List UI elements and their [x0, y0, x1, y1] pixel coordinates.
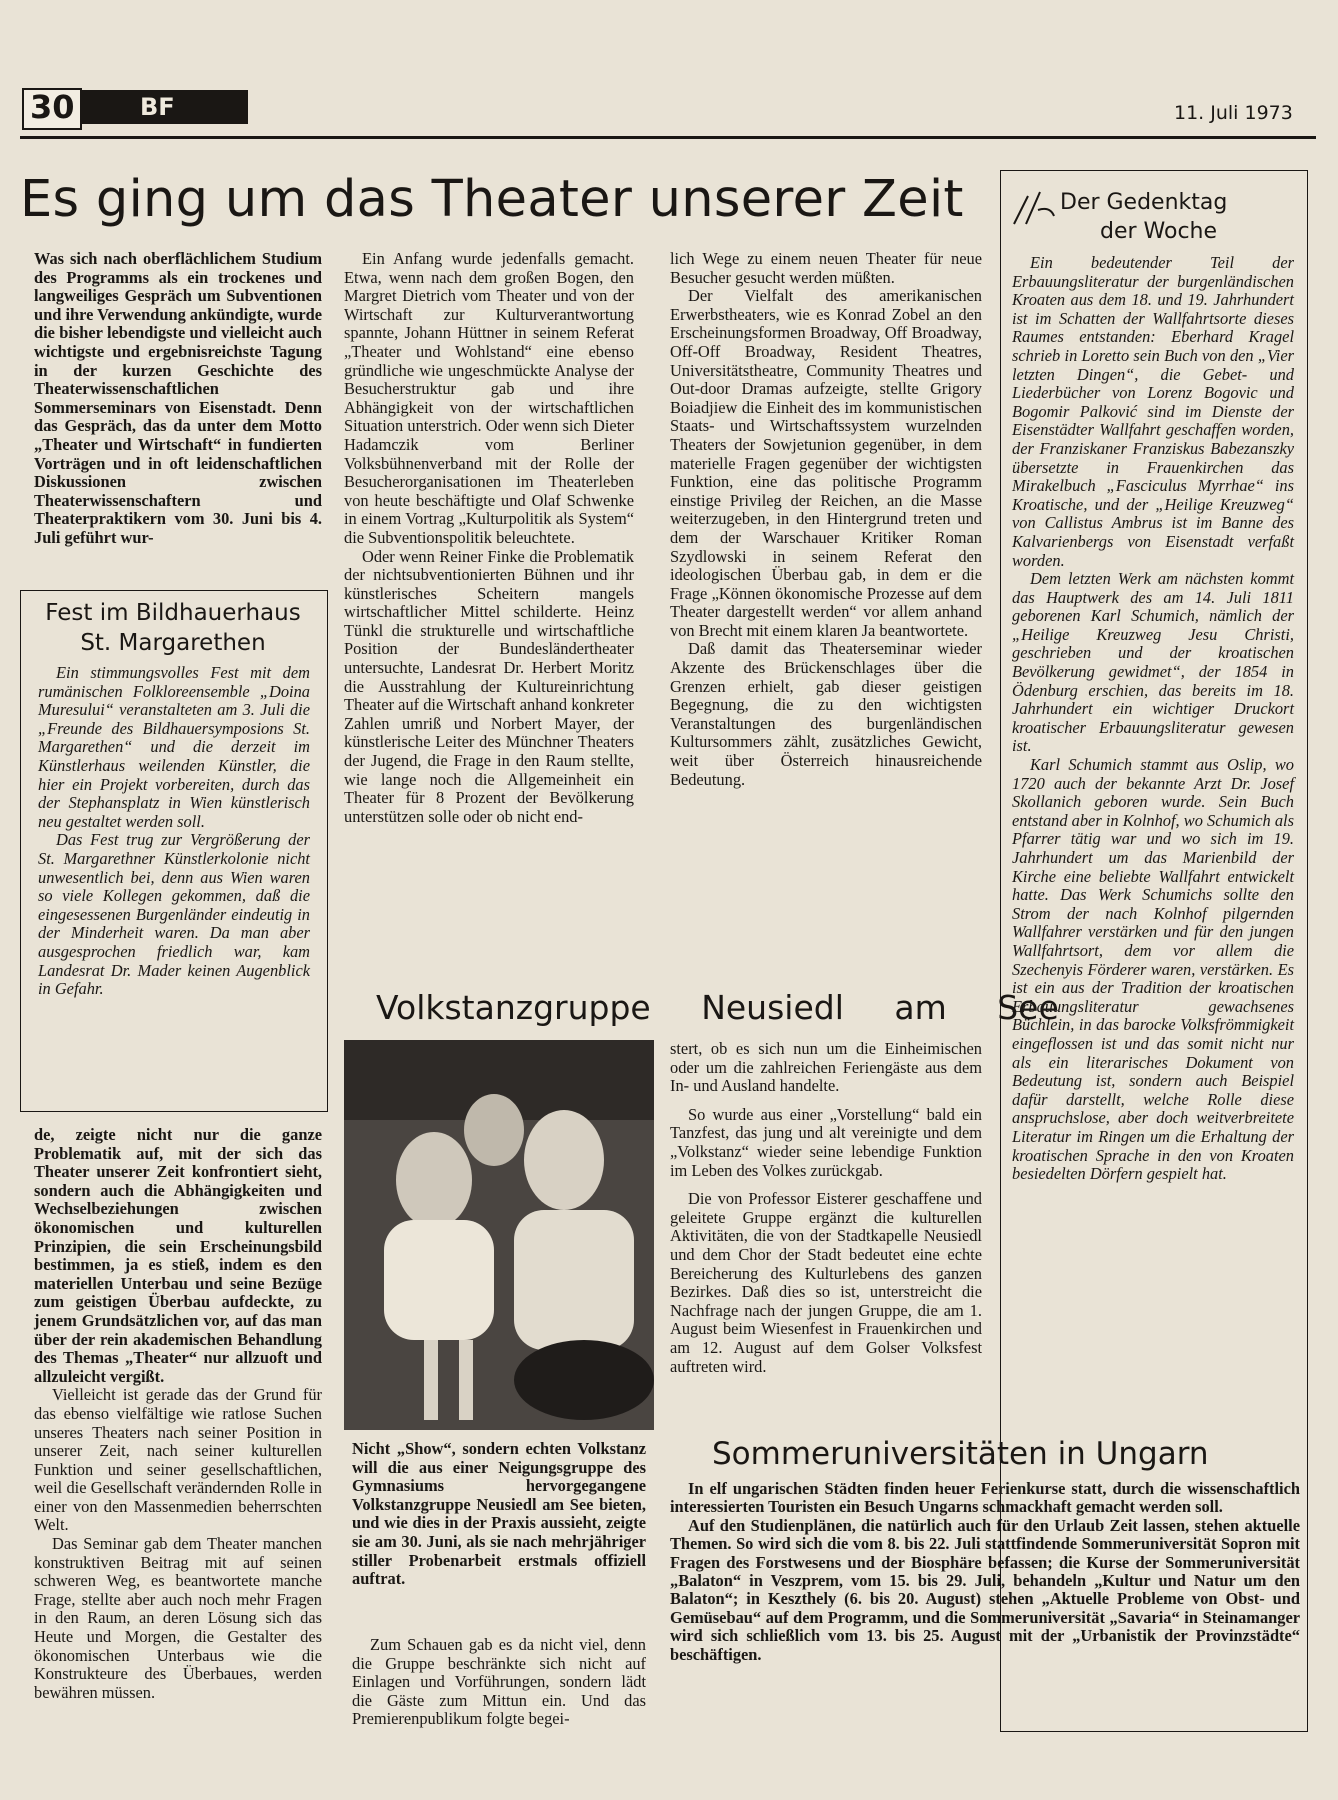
main-article-col2-p2: Oder wenn Reiner Finke die Problematik der nichtsubventionierten Bühnen und ihr künstlerisches Scheitern mangels wirtschaftlicher Mittel schilderte. Heinz Tünkl die strukturelle und wirtschaftliche Position der Bundesländertheater untersuchte, Landesrat Dr. Herbert Moritz die Ausstrahlung der Kultureinrichtung Theater auf die Wirtschaft anhand konkreter Zahlen umriß und Norbert Mayer, der künstlerische Leiter des Münchner Theaters der Jugend, die Frage in den Raum stellte, wie lange noch die Allgemeinheit ein Theater für 8 Prozent der Bevölkerung unterstützen solle oder ob nicht end- [344, 546, 634, 826]
sommer-p1: In elf ungarischen Städten finden heuer Ferienkurse statt, durch die wissenschaftlich interessierten Touristen ein Besuch Ungarns schmackhaft gemacht werden soll. [670, 1479, 1300, 1517]
volkstanz-left [352, 1636, 646, 1729]
volkstanz-caption-text: Nicht „Show“, sondern echten Volkstanz will die aus einer Neigungsgruppe des Gymnasiums hervorgegangene Volkstanzgruppe Neusiedl am See bieten, und wie dies in der Praxis aussieht, zeigte sie am 30. Juni, als sie nach mehrjähriger stiller Probenarbeit erstmals offiziell auftrat. [352, 1439, 646, 1589]
gedenktag-title-2: der Woche [1100, 219, 1218, 244]
main-article-col1-cont [34, 1126, 322, 1702]
fest-p2: Das Fest trug zur Vergrößerung der St. Margarethner Künstlerkolonie nicht unwesentlich bei, denn aus Wien waren so viele Kollegen gekommen, daß die eingesessenen Burgenländer eindeutig in der Minderheit waren. Da man aber ausgesprochen friedlich war, kam Landesrat Dr. Mader keinen Augenblick in Gefahr. [38, 830, 310, 999]
volkstanz-right [670, 1040, 982, 1376]
sommer-title: Sommeruniversitäten in Ungarn [712, 1436, 1209, 1472]
dance-photo [344, 1040, 654, 1430]
volkstanz-title: Volkstanzgruppe Neusiedl am See [376, 988, 1059, 1027]
gedenktag-p2: Dem letzten Werk am nächsten kommt das Hauptwerk des am 14. Juli 1811 geborenen Karl Schumich, nämlich der „Heilige Kreuzweg Jesu Christi, geschrieben und der kroatischen Bevölkerung gewidmet“, der 1854 in Ödenburg erschien, das bereits im 18. Jahrhundert ein wichtiger Druckort kroatischer Erbauungsliteratur gewesen ist. [1012, 569, 1294, 756]
issue-date: 11. Juli 1973 [1174, 102, 1293, 124]
volkstanz-caption [352, 1440, 646, 1589]
volkstanz-p-right2: So wurde aus einer „Vorstellung“ bald ein Tanzfest, das jung und alt vereinigte und dem „Volkstanz“ wieder seine lebendige Funktion im Leben des Volkes zurückgab. [670, 1104, 982, 1180]
main-article-col1 [34, 250, 322, 548]
main-article-cont: de, zeigte nicht nur die ganze Problematik auf, mit der sich das Theater unserer Zeit konfrontiert sieht, sondern auch die Abhängigkeiten und Wechselbeziehungen zwischen ökonomischen und kulturellen Prinzipien, die sein Erscheinungsbild bestimmen, ja es stieß, indem es den materiellen Unterbau und seine Bezüge zum geistigen Überbau aufdeckte, zu jenem Grundsätzlichen vor, auf das man über der rein akademischen Behandlung des Themas „Theater“ nur allzuoft und allzuleicht vergißt. [34, 1125, 322, 1386]
volkstanz-p-left: Zum Schauen gab es da nicht viel, denn die Gruppe beschränkte sich nicht auf Einlagen und Vorführungen, sondern lädt die Gäste zum Mittun ein. Und das Premierenpublikum folgte begei- [352, 1635, 646, 1729]
main-article-col3-p1: Der Vielfalt des amerikanischen Erwerbstheaters, wie es Konrad Zobel an den Erscheinungsformen Broadway, Off Broadway, Off-Off Broadway, Resident Theatres, Universitätstheatre, Community Theatres und Out-door Dramas aufzeigte, stellte Grigory Boiadjiew die Einheit des im kommunistischen Staats- und Wirtschaftssystem wurzelnden Theaters der Sowjetunion gegenüber, in dem materielle Fragen gegenüber der wichtigsten Funktion, eine das politische Programm einstige Privileg der Reichen, an die Masse weiterzugeben, in den Hintergrund treten und dem der Warschauer Kritiker Roman Szydlowski in seinem Referat den ideologischen Überbau gab, in dem er die Frage „Können ökonomische Prozesse auf dem Theater dargestellt werden“ vor allem anhand von Brecht mit einem klaren Ja beantwortete. [670, 286, 982, 640]
page-number: 30 [30, 88, 75, 126]
gedenktag-p3: Karl Schumich stammt aus Oslip, wo 1720 auch der bekannte Arzt Dr. Josef Skollanich geboren wurde. Sein Buch entstand aber in Kolnhof, wo Schumich als Pfarrer tätig war und wo sich im 19. Jahrhundert um das Marienbild der Kirche eine beliebte Wallfahrt entwickelt hatte. Das Werk Schumichs sollte den Strom der nach Kolnhof pilgernden Wallfahrer verstärken und für den jungen Wallfahrtsort, dem vor allem die Szechenyis Förderer waren, verstärken. Es ist ein aus der Tradition der kroatischen Erbauungsliteratur gewachsenes Büchlein, in das barocke Volksfrömmigkeit eingeflossen ist und das somit nicht nur als ein literarisches Dokument von Bedeutung ist, sondern auch Beispiel dafür darstellt, welche Rolle diese anspruchslose, aber doch weitverbreitete Literatur im Ringen um die Erhaltung der kroatischen Sprache in den von Kroaten besiedelten Dörfern gespielt hat. [1012, 755, 1294, 1184]
gedenktag-text [1012, 254, 1294, 1184]
sommer-text [670, 1480, 1300, 1664]
gedenktag-title-1: Der Gedenktag [1060, 190, 1228, 215]
main-article-col3-p0: lich Wege zu einem neuen Theater für neue Besucher gesucht werden müßten. [670, 249, 982, 287]
header-rule [20, 136, 1316, 139]
fest-title-2: St. Margarethen [80, 630, 266, 656]
main-article-col2 [344, 250, 634, 826]
volkstanz-p-right3: Die von Professor Eisterer geschaffene und geleitete Gruppe ergänzt die kulturellen Aktivitäten, die von der Stadtkapelle Neusiedl und dem Chor der Stadt bedeutet eine echte Bereicherung des Kulturlebens des ganzen Bezirkes. Daß dies so ist, unterstreicht die Nachfrage nach der jungen Gruppe, die am 1. August beim Wiesenfest in Frauenkirchen und am 12. August auf dem Golser Volksfest auftreten wird. [670, 1189, 982, 1376]
main-article-col2-p1: Ein Anfang wurde jedenfalls gemacht. Etwa, wenn nach dem großen Bogen, den Margret Dietrich vom Theater und von der Wirtschaft zur Kulturverantwortung spannte, Johann Hüttner in seinem Referat „Theater und Wohlstand“ eine ebenso gründliche wie ungeschmückte Analyse der Besucherstruktur gab und ihre Abhängigkeit von der wirtschaftlichen Situation unterstrich. Oder wenn sich Dieter Hadamczik vom Berliner Volksbühnenverband mit der Rolle der Besucherorganisationen im Theaterleben von heute beschäftigte und Olaf Schwenke in einem Vortrag „Kulturpolitik als System“ die Subventionspolitik beleuchtete. [344, 249, 634, 547]
fest-p1: Ein stimmungsvolles Fest mit dem rumänischen Folkloreensemble „Doina Muresului“ veranstalteten am 3. Juli die „Freunde des Bildhauersymposions St. Margarethen“ und die derzeit im Künstlerhaus weilenden Künstler, die hier ein Projekt vorbereiten, durch das der Stephansplatz in Wien künstlerisch neu gestaltet werden soll. [38, 663, 310, 831]
main-article-intro: Was sich nach oberflächlichem Studium des Programms als ein trockenes und langweiliges Gespräch um Subventionen und ihre Verwendung ankündigte, wurde die bisher lebendigste und vielleicht auch wichtigste und ergebnisreichste Tagung in der kurzen Geschichte des Theaterwissenschaftlichen Sommerseminars von Eisenstadt. Denn das Gespräch, das da unter dem Motto „Theater und Wirtschaft“ in fundierten Vorträgen und in oft leidenschaftlichen Diskussionen zwischen Theaterwissenschaftern und Theaterpraktikern vom 30. Juni bis 4. Juli geführt wur- [34, 249, 322, 547]
main-article-p2: Vielleicht ist gerade das der Grund für das ebenso vielfältige wie ratlose Suchen unseres Theaters nach seiner Position in unserer Zeit, nach seiner kulturellen Funktion und seiner gesellschaftlichen, weil die Gesellschaft verändernden Rolle in einer von den Massenmedien beherrschten Welt. [34, 1385, 322, 1535]
main-article-p3: Das Seminar gab dem Theater manchen konstruktiven Beitrag mit auf seinen schweren Weg, es beantwortete manche Frage, stellte aber auch noch mehr Fragen in den Raum, an deren Lösung sich das Heute und Morgen, die Gestalter des ökonomischen Unterbaus wie die Konstrukteure des Überbaues, werden bewähren müssen. [34, 1534, 322, 1702]
fest-text [38, 664, 310, 999]
signature-mark-icon [1010, 186, 1058, 235]
page-title: Es ging um das Theater unserer Zeit [20, 170, 964, 229]
sommer-p2: Auf den Studienplänen, die natürlich auch für den Urlaub Zeit lassen, stehen aktuelle Themen. So wird sich die vom 8. bis 22. Juli stattfindende Sommeruniversität Sopron mit Fragen des Forstwesens und der Biosphäre befassen; die Kurse der Sommeruniversität „Balaton“ in Veszprem, vom 15. bis 29. Juli, behandeln „Kultur und Natur um den Balaton“; in Keszthely (6. bis 20. August) stehen „Aktuelle Probleme von Obst- und Gemüsebau“ auf dem Programm, und die Sommeruniversität „Savaria“ in Steinamanger wird sich schließlich vom 13. bis 25. August mit der „Urbanistik der Provinzstädte“ beschäftigen. [670, 1515, 1300, 1664]
fest-title-1: Fest im Bildhauerhaus [45, 600, 301, 626]
volkstanz-p-right1: stert, ob es sich nun um die Einheimischen oder um die zahlreichen Feriengäste aus dem In- und Ausland handelte. [670, 1039, 982, 1096]
section-tag: BF [80, 90, 248, 124]
main-article-col3-p2: Daß damit das Theaterseminar wieder Akzente des Brückenschlages über die Grenzen erhielt, gab dieser geistigen Begegnung, die zu den wichtigsten Veranstaltungen des burgenländischen Kultursommers zählt, zusätzliches Gewicht, weit über Österreich hinausreichende Bedeutung. [670, 639, 982, 789]
gedenktag-p1: Ein bedeutender Teil der Erbauungsliteratur der burgenländischen Kroaten aus dem 18. und 19. Jahrhundert ist im Schatten der Wallfahrtsorte dieses Raumes entstanden: Eberhard Kragel schrieb in Loretto sein Buch von den „Vier letzten Dingen“, die Gebet- und Liederbücher von Lorenz Bogovic und Bogomir Palković sind im Dienste der Eisenstädter Wallfahrt geschaffen worden, der Franziskaner Franziskus Babezanszky übersetzte in Frauenkirchen das Mirakelbuch „Fasciculus Myrrhae“ ins Kroatische, und der „Heilige Kreuzweg“ von Callistus Ambrus ist im Banne des Kalvarienbergs von Eisenstadt verfaßt worden. [1012, 253, 1294, 570]
main-article-col3 [670, 250, 982, 789]
